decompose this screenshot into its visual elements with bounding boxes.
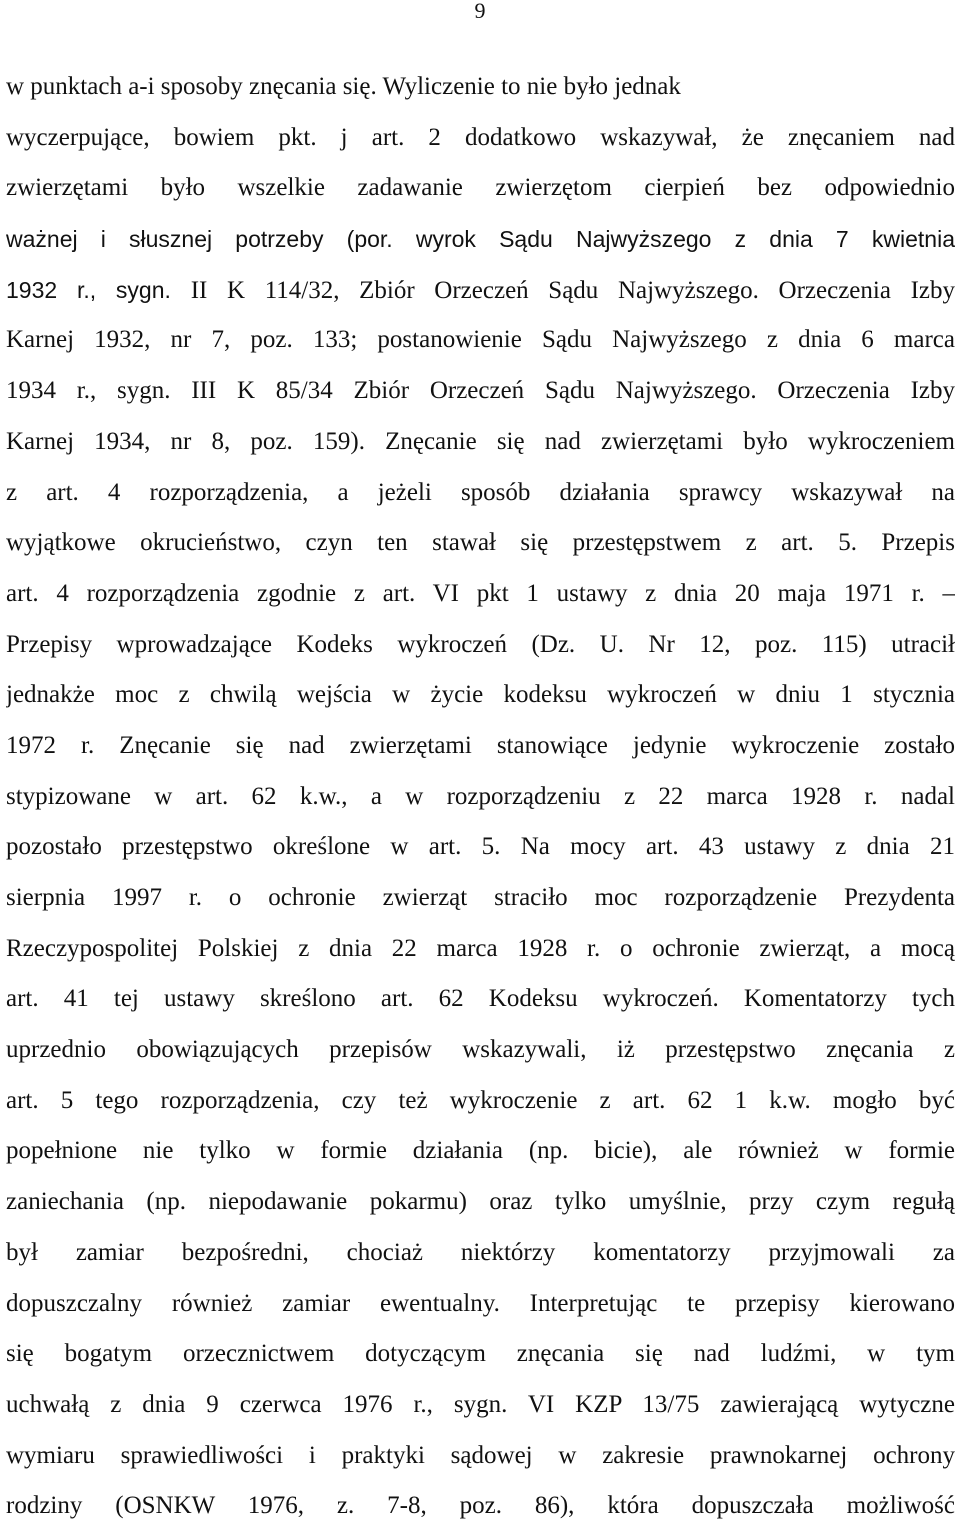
text-line: uprzednio obowiązujących przepisów wskazywali, iż przestępstwo znęcania z [6,1036,955,1064]
text-line: dopuszczalny również zamiar ewentualny. Interpretując te przepisy kierowano [6,1289,955,1317]
text-line: z art. 4 rozporządzenia, a jeżeli sposób działania sprawcy wskazywał na [6,478,955,506]
text-line: art. 41 tej ustawy skreślono art. 62 Kodeksu wykroczeń. Komentatorzy tych [6,985,955,1013]
text-line: Karnej 1934, nr 8, poz. 159). Znęcanie się nad zwierzętami było wykroczeniem [6,427,955,455]
document-body [6,62,955,1532]
text-line: uchwałą z dnia 9 czerwca 1976 r., sygn. VI KZP 13/75 zawierającą wytyczne [6,1390,955,1418]
text-line: wyjątkowe okrucieństwo, czyn ten stawał się przestępstwem z art. 5. Przepis [6,529,955,557]
page-number: 9 [474,0,486,23]
text-line: ważnej i słusznej potrzeby (por. wyrok Sądu Najwyższego z dnia 7 kwietnia [6,226,955,253]
text-line: rodziny (OSNKW 1976, z. 7-8, poz. 86), która dopuszczała możliwość [6,1492,955,1520]
text-line: wyczerpujące, bowiem pkt. j art. 2 dodatkowo wskazywał, że znęcaniem nad [6,123,955,151]
text-line: zwierzętami było wszelkie zadawanie zwierzętom cierpień bez odpowiednio [6,174,955,202]
text-line: Karnej 1932, nr 7, poz. 133; postanowienie Sądu Najwyższego z dnia 6 marca [6,326,955,354]
text-line: zaniechania (np. niepodawanie pokarmu) oraz tylko umyślnie, przy czym regułą [6,1188,955,1216]
text-line: wymiaru sprawiedliwości i praktyki sądowej w zakresie prawnokarnej ochrony [6,1441,955,1469]
text-line: jednakże moc z chwilą wejścia w życie kodeksu wykroczeń w dniu 1 stycznia [6,681,955,709]
text-line: Przepisy wprowadzające Kodeks wykroczeń (Dz. U. Nr 12, poz. 115) utracił [6,630,955,658]
text-segment: II K 114/32, Zbiór Orzeczeń Sądu Najwyższego. Orzeczenia Izby [190,276,955,304]
text-line: Rzeczypospolitej Polskiej z dnia 22 marca 1928 r. o ochronie zwierząt, a mocą [6,934,955,962]
text-line [6,265,955,316]
text-line: pozostało przestępstwo określone w art. 5. Na mocy art. 43 ustawy z dnia 21 [6,833,955,861]
text-line: w punktach a-i sposoby znęcania się. Wyliczenie to nie było jednak [6,73,681,100]
text-line: art. 4 rozporządzenia zgodnie z art. VI pkt 1 ustawy z dnia 20 maja 1971 r. – [6,579,955,607]
text-line: 1972 r. Znęcanie się nad zwierzętami stanowiące jedynie wykroczenie zostało [6,731,955,759]
text-line: był zamiar bezpośredni, chociaż niektórzy komentatorzy przyjmowali za [6,1238,955,1266]
text-line: popełnione nie tylko w formie działania (np. bicie), ale również w formie [6,1137,955,1165]
text-segment: 1932 r., sygn. [6,276,191,303]
text-line: sierpnia 1997 r. o ochronie zwierząt straciło moc rozporządzenie Prezydenta [6,884,955,911]
text-line: 1934 r., sygn. III K 85/34 Zbiór Orzeczeń Sądu Najwyższego. Orzeczenia Izby [6,377,955,405]
text-line: się bogatym orzecznictwem dotyczącym znęcania się nad ludźmi, w tym [6,1340,955,1368]
text-line: stypizowane w art. 62 k.w., a w rozporządzeniu z 22 marca 1928 r. nadal [6,782,955,810]
text-line: art. 5 tego rozporządzenia, czy też wykroczenie z art. 62 1 k.w. mogło być [6,1086,955,1114]
